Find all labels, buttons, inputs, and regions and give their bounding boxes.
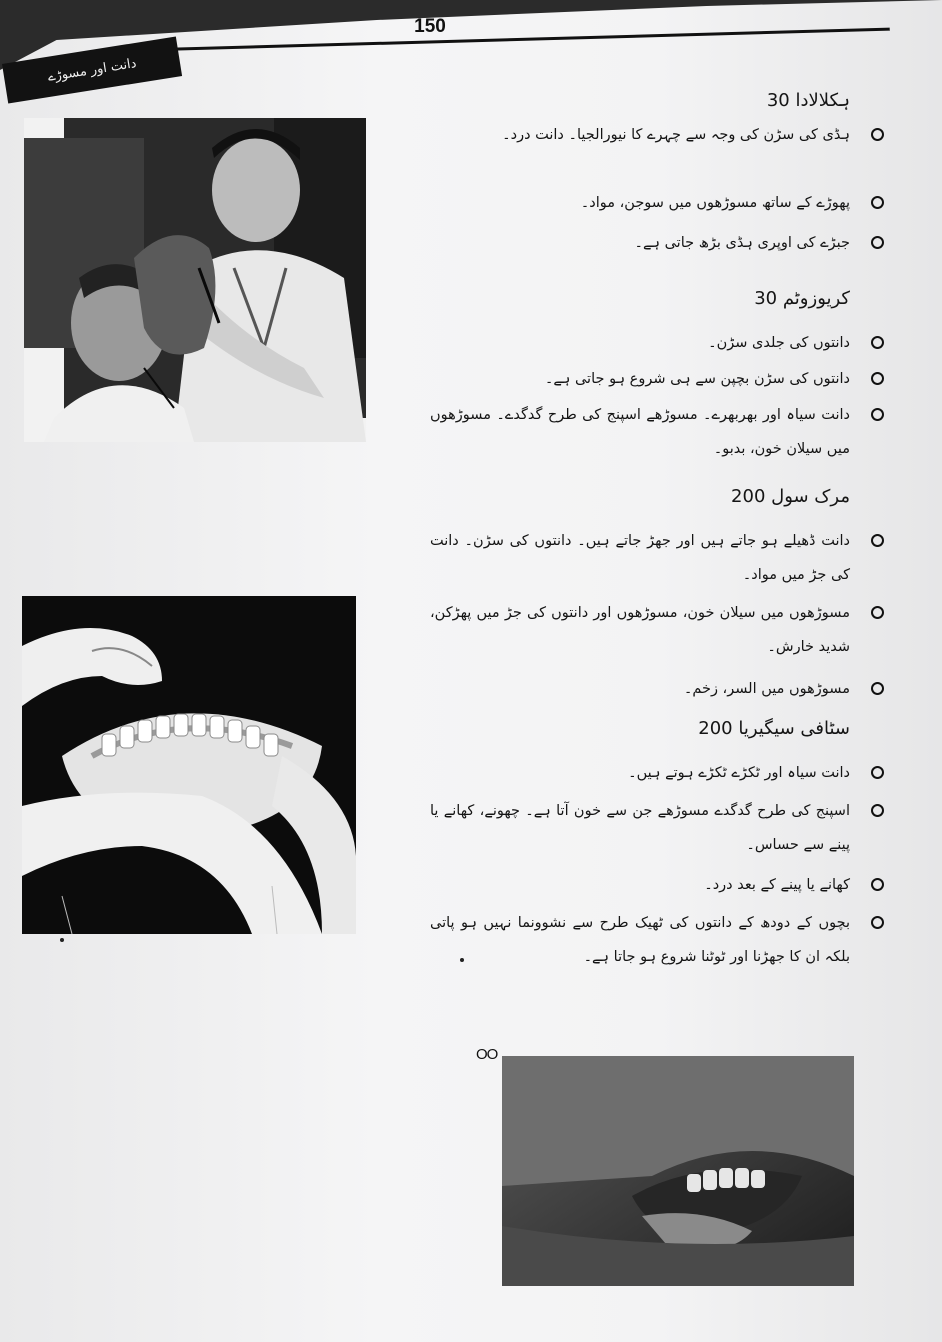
mouth-photo (502, 1056, 854, 1286)
list-item: مسوڑھوں میں سیلان خون، مسوڑھوں اور دانتوں کی جڑ میں پھڑکن، شدید خارش۔ (430, 596, 850, 664)
circle-bullet-icon (871, 336, 884, 349)
section-heading-3: مرک سول 200 (731, 486, 850, 507)
list-item: پھوڑے کے ساتھ مسوڑھوں میں سوجن، مواد۔ (430, 186, 850, 220)
list-item: دانت سیاہ اور بھربھرے۔ مسوڑھے اسپنج کی طرح گدگدے۔ مسوڑھوں میں سیلان خون، بدبو۔ (430, 398, 850, 466)
list-item: دانتوں کی جلدی سڑن۔ (430, 326, 850, 360)
dentist-illustration (24, 118, 366, 442)
bottom-mark: OO (476, 1046, 498, 1063)
circle-bullet-icon (871, 682, 884, 695)
circle-bullet-icon (871, 606, 884, 619)
circle-bullet-icon (871, 236, 884, 249)
list-item: اسپنج کی طرح گدگدے مسوڑھے جن سے خون آتا ہے۔ چھونے، کھانے یا پینے سے حساس۔ (430, 794, 850, 862)
list-item: کھانے یا پینے کے بعد درد۔ (430, 868, 850, 902)
circle-bullet-icon (871, 534, 884, 547)
page-number: 150 (414, 16, 446, 37)
list-item: جبڑے کی اوپری ہڈی بڑھ جاتی ہے۔ (430, 226, 850, 260)
list-item: بچوں کے دودھ کے دانتوں کی ٹھیک طرح سے نشوونما نہیں ہو پاتی بلکہ ان کا جھڑنا اور ٹوٹنا شروع ہو جاتا ہے۔ (430, 906, 850, 974)
circle-bullet-icon (871, 916, 884, 929)
list-item: ہڈی کی سڑن کی وجہ سے چہرے کا نیورالجیا۔ دانت درد۔ (430, 118, 850, 152)
section-heading-2: کریوزوٹم 30 (754, 288, 850, 309)
circle-bullet-icon (871, 804, 884, 817)
circle-bullet-icon (871, 766, 884, 779)
list-item: دانت سیاہ اور ٹکڑے ٹکڑے ہوتے ہیں۔ (430, 756, 850, 790)
circle-bullet-icon (871, 878, 884, 891)
circle-bullet-icon (871, 408, 884, 421)
list-item: دانت ڈھیلے ہو جاتے ہیں اور جھڑ جاتے ہیں۔ دانتوں کی سڑن۔ دانت کی جڑ میں مواد۔ (430, 524, 850, 592)
circle-bullet-icon (871, 196, 884, 209)
ink-dot (60, 938, 64, 942)
section-heading-1: ہکلالادا 30 (766, 90, 850, 111)
dentures-illustration (22, 596, 356, 934)
ink-dot (460, 958, 464, 962)
circle-bullet-icon (871, 372, 884, 385)
list-item: مسوڑھوں میں السر، زخم۔ (430, 672, 850, 706)
chapter-tab-label: دانت اور مسوڑے (46, 55, 138, 85)
circle-bullet-icon (871, 128, 884, 141)
section-heading-4: سٹافی سیگیریا 200 (698, 718, 850, 739)
list-item: دانتوں کی سڑن بچپن سے ہی شروع ہو جاتی ہے۔ (430, 362, 850, 396)
